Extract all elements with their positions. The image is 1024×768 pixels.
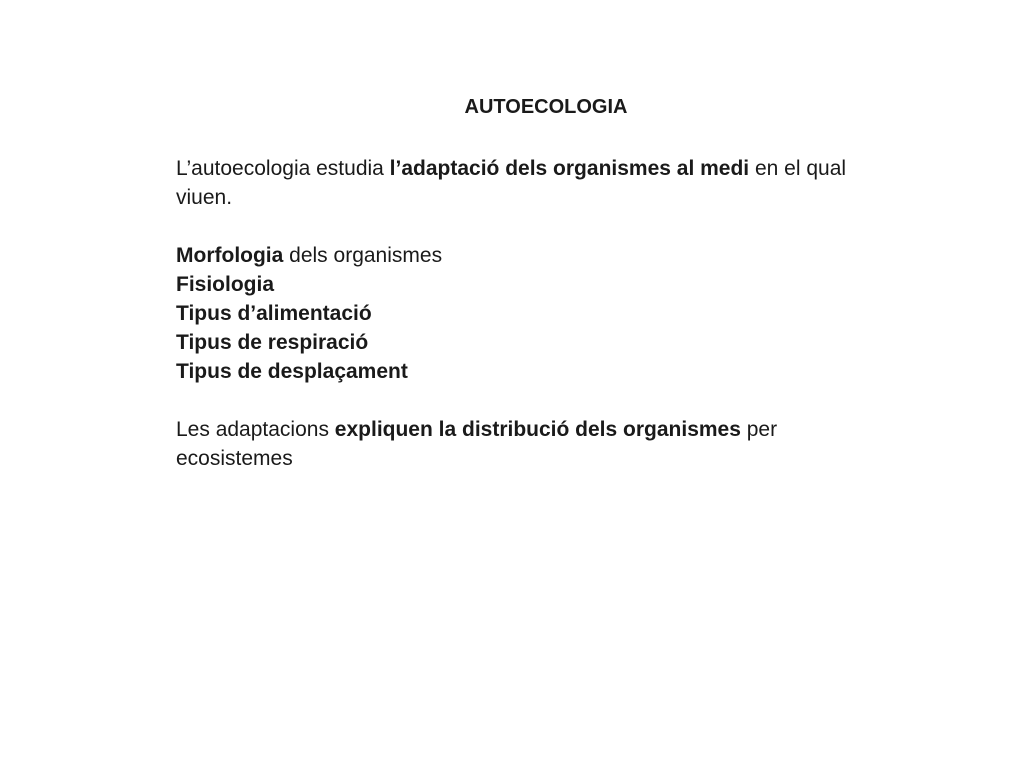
intro-paragraph (176, 154, 896, 212)
conclusion-emphasis: expliquen la distribució dels organismes (334, 418, 741, 441)
conclusion-prefix: Les adaptacions (176, 418, 335, 441)
topic-bold: Fisiologia (176, 273, 275, 296)
intro-suffix: en el qual viuen. (176, 157, 847, 209)
topic-item (176, 328, 896, 357)
topic-bold: Tipus d’alimentació (176, 302, 372, 325)
topic-bold: Morfologia (176, 244, 284, 267)
topic-rest: dels organismes (283, 244, 443, 267)
topics-list (176, 241, 896, 386)
spacer (176, 212, 896, 241)
topic-bold: Tipus de desplaçament (176, 360, 408, 383)
slide-title: AUTOECOLOGIA (464, 96, 628, 118)
topic-bold: Tipus de respiració (176, 331, 369, 354)
topic-item (176, 270, 896, 299)
slide-content (176, 154, 896, 473)
intro-prefix: L’autoecologia estudia (176, 157, 390, 180)
spacer (176, 386, 896, 415)
conclusion-suffix: per ecosistemes (176, 418, 778, 470)
conclusion-paragraph (176, 415, 896, 473)
topic-item (176, 299, 896, 328)
intro-emphasis: l’adaptació dels organismes al medi (389, 157, 750, 180)
topic-item (176, 241, 896, 270)
topic-item (176, 357, 896, 386)
